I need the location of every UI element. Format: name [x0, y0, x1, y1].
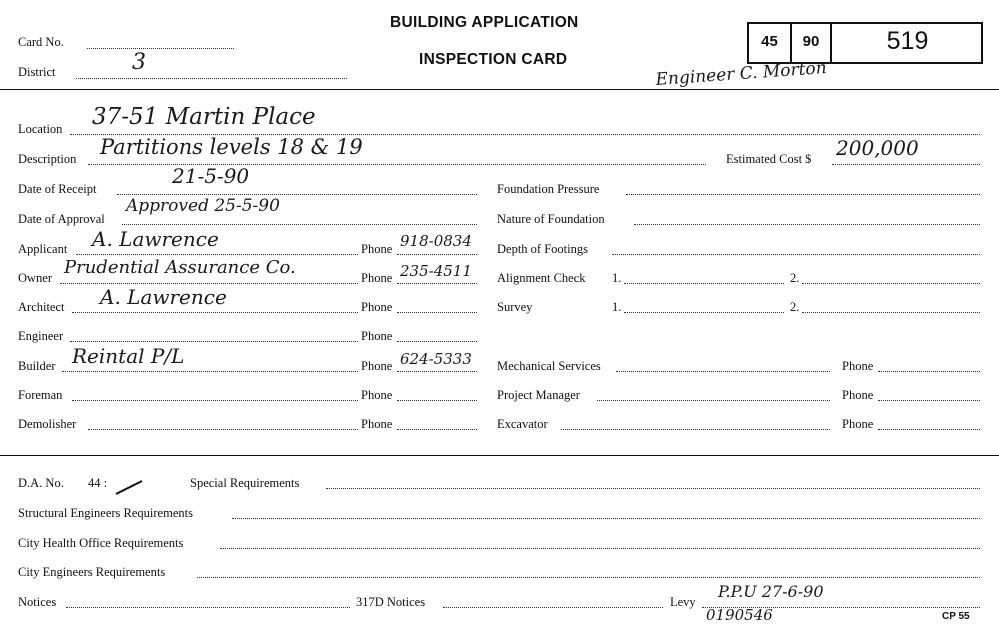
description-value: Partitions levels 18 & 19 [100, 135, 363, 159]
architect-phone-field [397, 312, 477, 313]
builder-phone-value: 624-5333 [400, 350, 472, 368]
survey-field-1 [624, 312, 784, 313]
health-field [220, 548, 980, 549]
estimated-cost-label: Estimated Cost $ [726, 152, 812, 166]
box-c-value: 519 [886, 27, 929, 55]
special-requirements-label: Special Requirements [190, 476, 300, 490]
project-manager-phone-field [878, 400, 980, 401]
district-value: 3 [132, 50, 146, 75]
owner-phone-value: 235-4511 [400, 262, 472, 280]
special-requirements-field [326, 488, 980, 489]
date-approval-value: Approved 25-5-90 [126, 196, 280, 216]
excavator-label: Excavator [497, 417, 548, 431]
engineer-field [70, 341, 358, 342]
estimated-cost-value: 200,000 [836, 136, 919, 160]
alignment-field-2 [802, 283, 980, 284]
demolisher-phone-field [397, 429, 477, 430]
district-label: District [18, 65, 56, 79]
da-no-value: 44 : [88, 476, 108, 490]
owner-phone-field [397, 283, 477, 284]
header-divider [0, 89, 999, 90]
box-a-value: 45 [761, 33, 778, 50]
engineer-label: Engineer [18, 329, 64, 343]
applicant-phone-field [397, 254, 477, 255]
architect-field [72, 312, 358, 313]
city-engineers-label: City Engineers Requirements [18, 565, 166, 579]
demolisher-label: Demolisher [18, 417, 77, 431]
builder-phone-label: Phone [361, 359, 393, 373]
levy-label: Levy [670, 595, 696, 609]
structural-label: Structural Engineers Requirements [18, 506, 193, 520]
owner-phone-label: Phone [361, 271, 393, 285]
applicant-field [76, 254, 358, 255]
notices-317d-field [443, 607, 663, 608]
depth-footings-label: Depth of Footings [497, 242, 588, 256]
nature-foundation-label: Nature of Foundation [497, 212, 605, 226]
mechanical-phone-label: Phone [842, 359, 874, 373]
foreman-phone-field [397, 400, 477, 401]
project-manager-phone-label: Phone [842, 388, 874, 402]
architect-label: Architect [18, 300, 65, 314]
mechanical-label: Mechanical Services [497, 359, 601, 373]
notices-field [66, 607, 350, 608]
health-label: City Health Office Requirements [18, 536, 184, 550]
section-divider [0, 455, 999, 456]
date-receipt-value: 21-5-90 [172, 164, 250, 188]
levy-value: P.P.U 27-6-90 [718, 582, 824, 601]
foundation-pressure-field [626, 194, 980, 195]
location-label: Location [18, 122, 63, 136]
levy-reference: 0190546 [706, 606, 773, 624]
architect-phone-label: Phone [361, 300, 393, 314]
district-field [76, 78, 347, 79]
date-receipt-field [117, 194, 477, 195]
alignment-num1: 1. [612, 271, 622, 285]
builder-field [62, 371, 358, 372]
nature-foundation-field [634, 224, 980, 225]
foreman-phone-label: Phone [361, 388, 393, 402]
survey-num1: 1. [612, 300, 622, 314]
notices-317d-label: 317D Notices [356, 595, 426, 609]
mechanical-phone-field [878, 371, 980, 372]
demolisher-phone-label: Phone [361, 417, 393, 431]
excavator-field [561, 429, 830, 430]
owner-field [60, 283, 358, 284]
engineer-phone-field [397, 341, 477, 342]
depth-footings-field [612, 254, 980, 255]
applicant-label: Applicant [18, 242, 68, 256]
description-label: Description [18, 152, 77, 166]
survey-num2: 2. [790, 300, 800, 314]
estimated-cost-field [832, 164, 980, 165]
owner-value: Prudential Assurance Co. [64, 257, 296, 278]
date-receipt-label: Date of Receipt [18, 182, 97, 196]
structural-field [232, 518, 980, 519]
applicant-phone-value: 918-0834 [400, 232, 472, 250]
engineer-phone-label: Phone [361, 329, 393, 343]
project-manager-label: Project Manager [497, 388, 580, 402]
engineer-signature: Engineer C. Morton [655, 58, 828, 90]
foundation-pressure-label: Foundation Pressure [497, 182, 600, 196]
builder-value: Reintal P/L [72, 344, 185, 368]
applicant-value: A. Lawrence [92, 227, 219, 251]
title-line2: INSPECTION CARD [419, 51, 568, 68]
alignment-check-label: Alignment Check [497, 271, 586, 285]
excavator-phone-field [878, 429, 980, 430]
alignment-num2: 2. [790, 271, 800, 285]
demolisher-field [88, 429, 358, 430]
notices-label: Notices [18, 595, 57, 609]
date-approval-field [122, 224, 477, 225]
city-engineers-field [197, 577, 980, 578]
architect-value: A. Lawrence [100, 285, 227, 309]
date-approval-label: Date of Approval [18, 212, 105, 226]
survey-field-2 [802, 312, 980, 313]
location-value: 37-51 Martin Place [92, 104, 316, 130]
form-code: CP 55 [942, 611, 970, 622]
survey-label: Survey [497, 300, 533, 314]
card-no-label: Card No. [18, 35, 64, 49]
foreman-field [72, 400, 358, 401]
builder-phone-field [397, 371, 477, 372]
project-manager-field [597, 400, 830, 401]
alignment-field-1 [624, 283, 784, 284]
owner-label: Owner [18, 271, 53, 285]
box-b-value: 90 [802, 33, 820, 50]
title-line1: BUILDING APPLICATION [390, 14, 579, 31]
excavator-phone-label: Phone [842, 417, 874, 431]
applicant-phone-label: Phone [361, 242, 393, 256]
mechanical-field [616, 371, 830, 372]
tick-mark [114, 478, 144, 496]
builder-label: Builder [18, 359, 56, 373]
foreman-label: Foreman [18, 388, 63, 402]
da-no-label: D.A. No. [18, 476, 64, 490]
card-no-field [87, 48, 234, 49]
